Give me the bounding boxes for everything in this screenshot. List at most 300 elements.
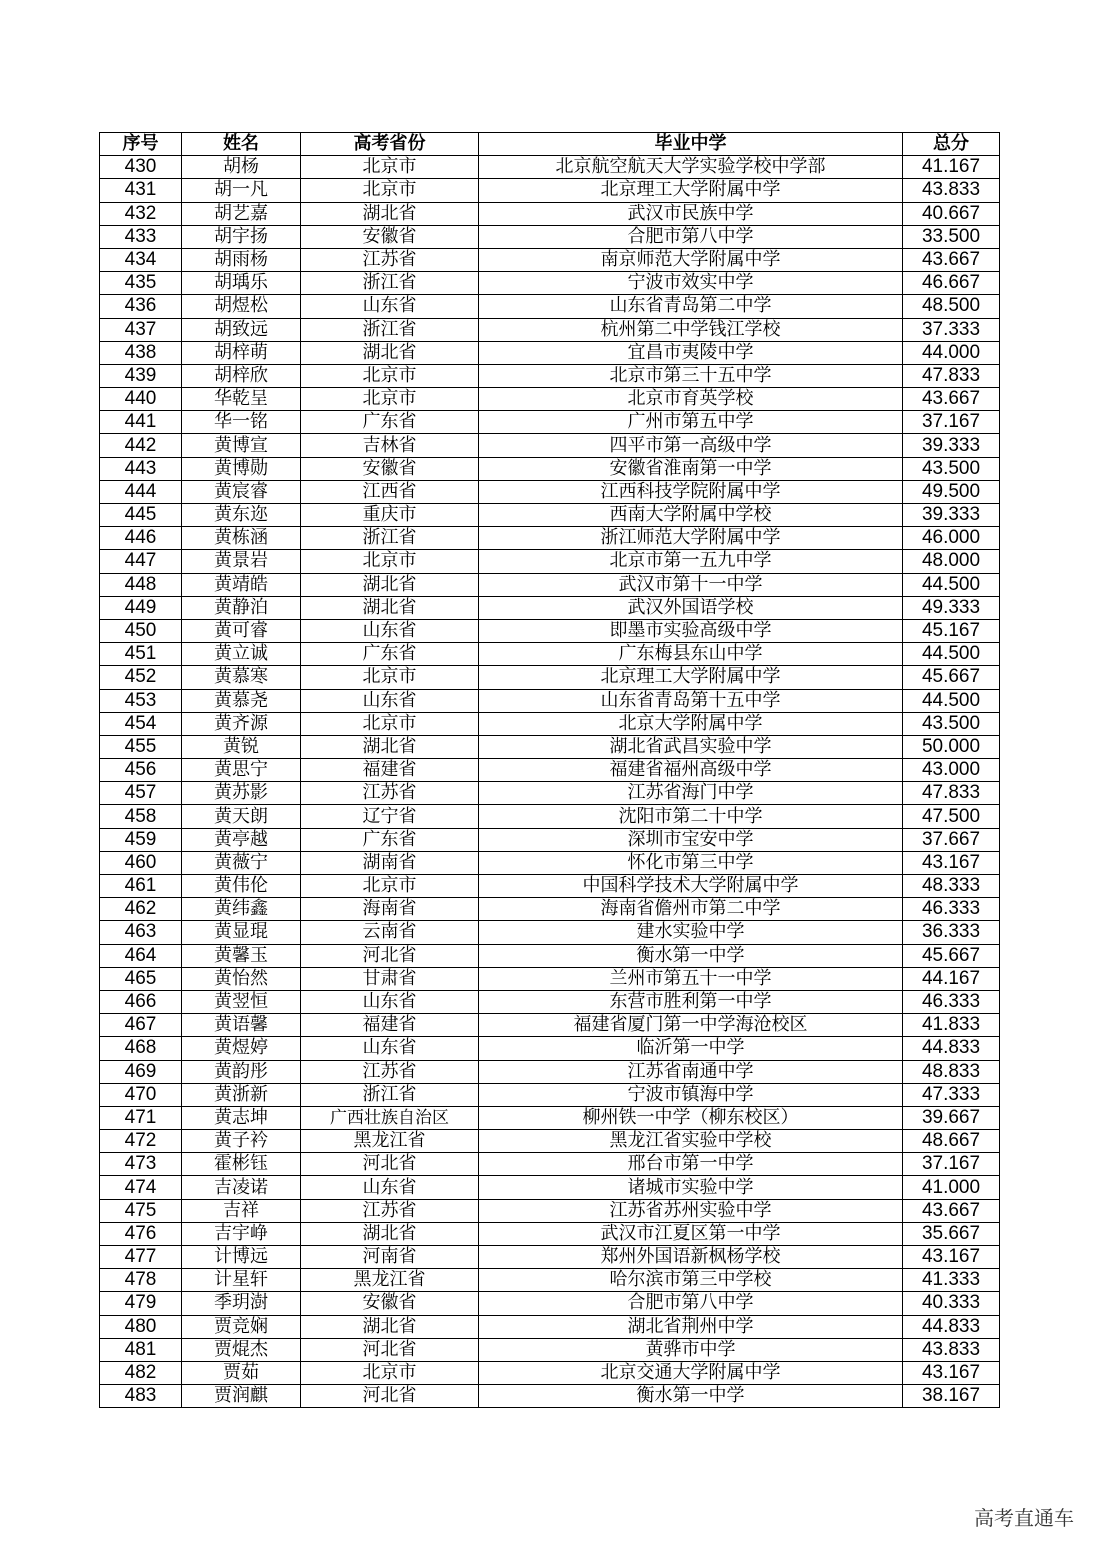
cell-province: 江苏省 xyxy=(301,248,479,271)
cell-index: 444 xyxy=(100,480,182,503)
cell-score: 47.500 xyxy=(903,805,1000,828)
cell-name: 黄东迩 xyxy=(182,504,301,527)
cell-score: 48.000 xyxy=(903,550,1000,573)
cell-province: 江苏省 xyxy=(301,782,479,805)
cell-school: 黑龙江省实验中学校 xyxy=(479,1130,903,1153)
table-row xyxy=(100,596,1000,619)
table-row xyxy=(100,295,1000,318)
cell-name: 黄靖皓 xyxy=(182,573,301,596)
cell-index: 482 xyxy=(100,1361,182,1384)
cell-score: 43.500 xyxy=(903,457,1000,480)
table-row xyxy=(100,851,1000,874)
cell-school: 中国科学技术大学附属中学 xyxy=(479,875,903,898)
table-row xyxy=(100,1269,1000,1292)
cell-school: 武汉外国语学校 xyxy=(479,596,903,619)
cell-score: 48.833 xyxy=(903,1060,1000,1083)
cell-score: 41.000 xyxy=(903,1176,1000,1199)
cell-school: 衡水第一中学 xyxy=(479,944,903,967)
cell-school: 杭州第二中学钱江学校 xyxy=(479,318,903,341)
cell-name: 黄宸睿 xyxy=(182,480,301,503)
cell-index: 445 xyxy=(100,504,182,527)
cell-province: 云南省 xyxy=(301,921,479,944)
cell-name: 贾焜杰 xyxy=(182,1338,301,1361)
cell-name: 黄博宣 xyxy=(182,434,301,457)
cell-province: 广西壮族自治区 xyxy=(301,1106,479,1129)
cell-index: 438 xyxy=(100,341,182,364)
cell-school: 南京师范大学附属中学 xyxy=(479,248,903,271)
cell-score: 43.167 xyxy=(903,851,1000,874)
cell-name: 计博远 xyxy=(182,1246,301,1269)
cell-school: 东营市胜利第一中学 xyxy=(479,990,903,1013)
table-row xyxy=(100,573,1000,596)
cell-index: 432 xyxy=(100,202,182,225)
cell-index: 449 xyxy=(100,596,182,619)
cell-score: 47.333 xyxy=(903,1083,1000,1106)
cell-index: 455 xyxy=(100,735,182,758)
cell-province: 重庆市 xyxy=(301,504,479,527)
table-row xyxy=(100,202,1000,225)
table-row xyxy=(100,248,1000,271)
cell-school: 广东梅县东山中学 xyxy=(479,643,903,666)
cell-school: 兰州市第五十一中学 xyxy=(479,967,903,990)
cell-school: 柳州铁一中学（柳东校区） xyxy=(479,1106,903,1129)
table-row xyxy=(100,666,1000,689)
cell-school: 宁波市效实中学 xyxy=(479,272,903,295)
cell-score: 44.833 xyxy=(903,1315,1000,1338)
cell-index: 475 xyxy=(100,1199,182,1222)
cell-school: 沈阳市第二十中学 xyxy=(479,805,903,828)
cell-province: 广东省 xyxy=(301,411,479,434)
cell-province: 山东省 xyxy=(301,295,479,318)
cell-province: 湖北省 xyxy=(301,341,479,364)
cell-name: 贾润麒 xyxy=(182,1385,301,1408)
cell-school: 武汉市民族中学 xyxy=(479,202,903,225)
cell-index: 443 xyxy=(100,457,182,480)
cell-school: 北京大学附属中学 xyxy=(479,712,903,735)
cell-score: 44.500 xyxy=(903,573,1000,596)
cell-index: 459 xyxy=(100,828,182,851)
cell-school: 黄骅市中学 xyxy=(479,1338,903,1361)
cell-index: 472 xyxy=(100,1130,182,1153)
cell-score: 37.167 xyxy=(903,411,1000,434)
cell-score: 46.667 xyxy=(903,272,1000,295)
cell-name: 黄浙新 xyxy=(182,1083,301,1106)
cell-name: 黄子衿 xyxy=(182,1130,301,1153)
table-row xyxy=(100,990,1000,1013)
cell-index: 461 xyxy=(100,875,182,898)
cell-school: 浙江师范大学附属中学 xyxy=(479,527,903,550)
cell-score: 44.167 xyxy=(903,967,1000,990)
cell-province: 江苏省 xyxy=(301,1199,479,1222)
cell-name: 华一铭 xyxy=(182,411,301,434)
header-score: 总分 xyxy=(903,133,1000,156)
table-row xyxy=(100,619,1000,642)
cell-score: 43.833 xyxy=(903,1338,1000,1361)
cell-index: 446 xyxy=(100,527,182,550)
cell-province: 海南省 xyxy=(301,898,479,921)
cell-index: 457 xyxy=(100,782,182,805)
cell-score: 44.000 xyxy=(903,341,1000,364)
cell-province: 山东省 xyxy=(301,689,479,712)
cell-school: 山东省青岛第十五中学 xyxy=(479,689,903,712)
cell-province: 北京市 xyxy=(301,1361,479,1384)
cell-school: 临沂第一中学 xyxy=(479,1037,903,1060)
cell-school: 湖北省武昌实验中学 xyxy=(479,735,903,758)
cell-name: 胡瑀乐 xyxy=(182,272,301,295)
cell-name: 黄志坤 xyxy=(182,1106,301,1129)
cell-score: 46.333 xyxy=(903,990,1000,1013)
table-header xyxy=(100,133,1000,156)
cell-score: 43.167 xyxy=(903,1246,1000,1269)
cell-province: 安徽省 xyxy=(301,225,479,248)
cell-school: 宁波市镇海中学 xyxy=(479,1083,903,1106)
cell-school: 衡水第一中学 xyxy=(479,1385,903,1408)
cell-index: 440 xyxy=(100,388,182,411)
cell-score: 37.333 xyxy=(903,318,1000,341)
cell-name: 黄天朗 xyxy=(182,805,301,828)
cell-school: 深圳市宝安中学 xyxy=(479,828,903,851)
cell-name: 胡杨 xyxy=(182,156,301,179)
cell-name: 黄慕寒 xyxy=(182,666,301,689)
cell-name: 黄语馨 xyxy=(182,1014,301,1037)
cell-name: 黄显琨 xyxy=(182,921,301,944)
cell-index: 441 xyxy=(100,411,182,434)
table-row xyxy=(100,457,1000,480)
table-row xyxy=(100,1338,1000,1361)
cell-school: 郑州外国语新枫杨学校 xyxy=(479,1246,903,1269)
cell-score: 43.167 xyxy=(903,1361,1000,1384)
cell-province: 河南省 xyxy=(301,1246,479,1269)
cell-index: 433 xyxy=(100,225,182,248)
table-row xyxy=(100,1292,1000,1315)
table-row xyxy=(100,1315,1000,1338)
cell-school: 建水实验中学 xyxy=(479,921,903,944)
cell-index: 434 xyxy=(100,248,182,271)
cell-school: 宜昌市夷陵中学 xyxy=(479,341,903,364)
cell-school: 诸城市实验中学 xyxy=(479,1176,903,1199)
table-row xyxy=(100,1153,1000,1176)
table-row xyxy=(100,1385,1000,1408)
cell-province: 河北省 xyxy=(301,1153,479,1176)
table-row xyxy=(100,782,1000,805)
cell-score: 48.667 xyxy=(903,1130,1000,1153)
cell-index: 450 xyxy=(100,619,182,642)
cell-school: 怀化市第三中学 xyxy=(479,851,903,874)
cell-school: 北京航空航天大学实验学校中学部 xyxy=(479,156,903,179)
cell-score: 40.667 xyxy=(903,202,1000,225)
cell-province: 广东省 xyxy=(301,828,479,851)
table-row xyxy=(100,527,1000,550)
cell-school: 江西科技学院附属中学 xyxy=(479,480,903,503)
cell-province: 北京市 xyxy=(301,666,479,689)
table-row xyxy=(100,272,1000,295)
table-row xyxy=(100,341,1000,364)
cell-name: 胡梓欣 xyxy=(182,364,301,387)
cell-name: 黄纬鑫 xyxy=(182,898,301,921)
cell-name: 胡一凡 xyxy=(182,179,301,202)
cell-name: 黄可睿 xyxy=(182,619,301,642)
cell-province: 广东省 xyxy=(301,643,479,666)
cell-province: 山东省 xyxy=(301,1037,479,1060)
cell-school: 广州市第五中学 xyxy=(479,411,903,434)
cell-index: 470 xyxy=(100,1083,182,1106)
cell-index: 439 xyxy=(100,364,182,387)
cell-index: 451 xyxy=(100,643,182,666)
cell-school: 北京市育英学校 xyxy=(479,388,903,411)
cell-name: 黄薇宁 xyxy=(182,851,301,874)
cell-province: 河北省 xyxy=(301,1385,479,1408)
cell-index: 469 xyxy=(100,1060,182,1083)
cell-school: 西南大学附属中学校 xyxy=(479,504,903,527)
table-row xyxy=(100,550,1000,573)
table-row xyxy=(100,1361,1000,1384)
cell-name: 吉凌诺 xyxy=(182,1176,301,1199)
table-row xyxy=(100,921,1000,944)
cell-name: 黄馨玉 xyxy=(182,944,301,967)
cell-index: 454 xyxy=(100,712,182,735)
cell-index: 458 xyxy=(100,805,182,828)
cell-score: 39.333 xyxy=(903,434,1000,457)
cell-name: 黄伟伦 xyxy=(182,875,301,898)
cell-name: 季玥澍 xyxy=(182,1292,301,1315)
cell-name: 黄思宁 xyxy=(182,759,301,782)
cell-province: 安徽省 xyxy=(301,1292,479,1315)
cell-score: 37.167 xyxy=(903,1153,1000,1176)
cell-province: 浙江省 xyxy=(301,527,479,550)
cell-name: 黄静泊 xyxy=(182,596,301,619)
cell-province: 北京市 xyxy=(301,156,479,179)
cell-index: 431 xyxy=(100,179,182,202)
cell-province: 北京市 xyxy=(301,364,479,387)
cell-score: 43.667 xyxy=(903,1199,1000,1222)
cell-school: 北京理工大学附属中学 xyxy=(479,179,903,202)
cell-province: 湖北省 xyxy=(301,1222,479,1245)
cell-index: 462 xyxy=(100,898,182,921)
cell-score: 43.667 xyxy=(903,248,1000,271)
cell-name: 黄博勋 xyxy=(182,457,301,480)
cell-index: 456 xyxy=(100,759,182,782)
cell-province: 湖北省 xyxy=(301,596,479,619)
cell-province: 湖南省 xyxy=(301,851,479,874)
cell-score: 44.833 xyxy=(903,1037,1000,1060)
cell-index: 480 xyxy=(100,1315,182,1338)
cell-score: 50.000 xyxy=(903,735,1000,758)
cell-score: 46.000 xyxy=(903,527,1000,550)
cell-province: 北京市 xyxy=(301,179,479,202)
cell-score: 40.333 xyxy=(903,1292,1000,1315)
cell-name: 黄韵彤 xyxy=(182,1060,301,1083)
cell-index: 483 xyxy=(100,1385,182,1408)
cell-name: 华乾呈 xyxy=(182,388,301,411)
cell-school: 武汉市第十一中学 xyxy=(479,573,903,596)
cell-score: 35.667 xyxy=(903,1222,1000,1245)
table-row xyxy=(100,759,1000,782)
cell-name: 胡梓萌 xyxy=(182,341,301,364)
cell-index: 447 xyxy=(100,550,182,573)
cell-score: 43.500 xyxy=(903,712,1000,735)
cell-name: 黄慕尧 xyxy=(182,689,301,712)
cell-name: 黄苏影 xyxy=(182,782,301,805)
cell-province: 湖北省 xyxy=(301,573,479,596)
cell-province: 吉林省 xyxy=(301,434,479,457)
cell-school: 海南省儋州市第二中学 xyxy=(479,898,903,921)
cell-score: 48.500 xyxy=(903,295,1000,318)
table-row xyxy=(100,689,1000,712)
cell-score: 37.667 xyxy=(903,828,1000,851)
cell-score: 49.500 xyxy=(903,480,1000,503)
cell-index: 466 xyxy=(100,990,182,1013)
cell-province: 福建省 xyxy=(301,1014,479,1037)
cell-school: 江苏省苏州实验中学 xyxy=(479,1199,903,1222)
cell-school: 江苏省海门中学 xyxy=(479,782,903,805)
cell-score: 45.667 xyxy=(903,944,1000,967)
cell-school: 哈尔滨市第三中学校 xyxy=(479,1269,903,1292)
table-row xyxy=(100,504,1000,527)
cell-province: 北京市 xyxy=(301,388,479,411)
cell-province: 甘肃省 xyxy=(301,967,479,990)
cell-index: 476 xyxy=(100,1222,182,1245)
table-row xyxy=(100,1130,1000,1153)
cell-school: 山东省青岛第二中学 xyxy=(479,295,903,318)
cell-index: 481 xyxy=(100,1338,182,1361)
table-row xyxy=(100,735,1000,758)
table-row xyxy=(100,1037,1000,1060)
cell-name: 计星轩 xyxy=(182,1269,301,1292)
cell-score: 43.833 xyxy=(903,179,1000,202)
cell-score: 46.333 xyxy=(903,898,1000,921)
cell-index: 468 xyxy=(100,1037,182,1060)
cell-name: 胡煜松 xyxy=(182,295,301,318)
cell-school: 安徽省淮南第一中学 xyxy=(479,457,903,480)
cell-name: 吉祥 xyxy=(182,1199,301,1222)
cell-name: 胡宇扬 xyxy=(182,225,301,248)
table-row xyxy=(100,1060,1000,1083)
cell-score: 49.333 xyxy=(903,596,1000,619)
table-row xyxy=(100,1176,1000,1199)
cell-score: 44.500 xyxy=(903,689,1000,712)
cell-index: 448 xyxy=(100,573,182,596)
cell-school: 北京交通大学附属中学 xyxy=(479,1361,903,1384)
table-row xyxy=(100,388,1000,411)
cell-index: 460 xyxy=(100,851,182,874)
cell-province: 北京市 xyxy=(301,875,479,898)
table-row xyxy=(100,179,1000,202)
cell-province: 浙江省 xyxy=(301,318,479,341)
table-row xyxy=(100,1222,1000,1245)
cell-school: 邢台市第一中学 xyxy=(479,1153,903,1176)
cell-school: 北京市第三十五中学 xyxy=(479,364,903,387)
table-row xyxy=(100,480,1000,503)
cell-index: 453 xyxy=(100,689,182,712)
cell-province: 湖北省 xyxy=(301,1315,479,1338)
cell-score: 36.333 xyxy=(903,921,1000,944)
cell-score: 43.000 xyxy=(903,759,1000,782)
cell-index: 478 xyxy=(100,1269,182,1292)
cell-school: 四平市第一高级中学 xyxy=(479,434,903,457)
cell-province: 北京市 xyxy=(301,550,479,573)
cell-name: 黄翌恒 xyxy=(182,990,301,1013)
cell-school: 北京市第一五九中学 xyxy=(479,550,903,573)
cell-name: 贾竞娴 xyxy=(182,1315,301,1338)
table-row xyxy=(100,1083,1000,1106)
cell-score: 47.833 xyxy=(903,782,1000,805)
cell-index: 471 xyxy=(100,1106,182,1129)
table-row xyxy=(100,411,1000,434)
cell-score: 43.667 xyxy=(903,388,1000,411)
score-table xyxy=(99,132,1000,1408)
cell-province: 河北省 xyxy=(301,944,479,967)
cell-school: 北京理工大学附属中学 xyxy=(479,666,903,689)
cell-province: 黑龙江省 xyxy=(301,1269,479,1292)
cell-school: 合肥市第八中学 xyxy=(479,225,903,248)
cell-index: 473 xyxy=(100,1153,182,1176)
cell-school: 福建省厦门第一中学海沧校区 xyxy=(479,1014,903,1037)
header-name: 姓名 xyxy=(182,133,301,156)
cell-score: 39.333 xyxy=(903,504,1000,527)
table-row xyxy=(100,828,1000,851)
cell-score: 33.500 xyxy=(903,225,1000,248)
cell-score: 41.167 xyxy=(903,156,1000,179)
table-row xyxy=(100,898,1000,921)
cell-name: 黄亭越 xyxy=(182,828,301,851)
table-body xyxy=(100,156,1000,1408)
cell-name: 胡致远 xyxy=(182,318,301,341)
table-row xyxy=(100,967,1000,990)
header-index: 序号 xyxy=(100,133,182,156)
cell-province: 福建省 xyxy=(301,759,479,782)
cell-name: 贾茹 xyxy=(182,1361,301,1384)
table-row xyxy=(100,712,1000,735)
header-school: 毕业中学 xyxy=(479,133,903,156)
cell-index: 467 xyxy=(100,1014,182,1037)
table-row xyxy=(100,643,1000,666)
cell-province: 辽宁省 xyxy=(301,805,479,828)
cell-score: 44.500 xyxy=(903,643,1000,666)
table-row xyxy=(100,1199,1000,1222)
cell-province: 江苏省 xyxy=(301,1060,479,1083)
cell-name: 黄煜婷 xyxy=(182,1037,301,1060)
cell-score: 41.333 xyxy=(903,1269,1000,1292)
cell-index: 463 xyxy=(100,921,182,944)
cell-score: 45.167 xyxy=(903,619,1000,642)
cell-index: 442 xyxy=(100,434,182,457)
cell-province: 江西省 xyxy=(301,480,479,503)
cell-province: 浙江省 xyxy=(301,1083,479,1106)
cell-province: 山东省 xyxy=(301,990,479,1013)
cell-name: 吉宇峥 xyxy=(182,1222,301,1245)
cell-score: 47.833 xyxy=(903,364,1000,387)
cell-name: 黄怡然 xyxy=(182,967,301,990)
cell-index: 474 xyxy=(100,1176,182,1199)
table-row xyxy=(100,434,1000,457)
watermark-text: 高考直通车 xyxy=(974,1506,1074,1530)
table-row xyxy=(100,944,1000,967)
cell-province: 浙江省 xyxy=(301,272,479,295)
cell-name: 胡雨杨 xyxy=(182,248,301,271)
cell-school: 江苏省南通中学 xyxy=(479,1060,903,1083)
cell-index: 465 xyxy=(100,967,182,990)
table-row xyxy=(100,875,1000,898)
cell-name: 黄栋涵 xyxy=(182,527,301,550)
cell-name: 霍彬钰 xyxy=(182,1153,301,1176)
cell-province: 黑龙江省 xyxy=(301,1130,479,1153)
table-row xyxy=(100,1106,1000,1129)
cell-score: 39.667 xyxy=(903,1106,1000,1129)
cell-name: 黄齐源 xyxy=(182,712,301,735)
cell-name: 黄景岩 xyxy=(182,550,301,573)
header-row xyxy=(100,133,1000,156)
cell-school: 福建省福州高级中学 xyxy=(479,759,903,782)
